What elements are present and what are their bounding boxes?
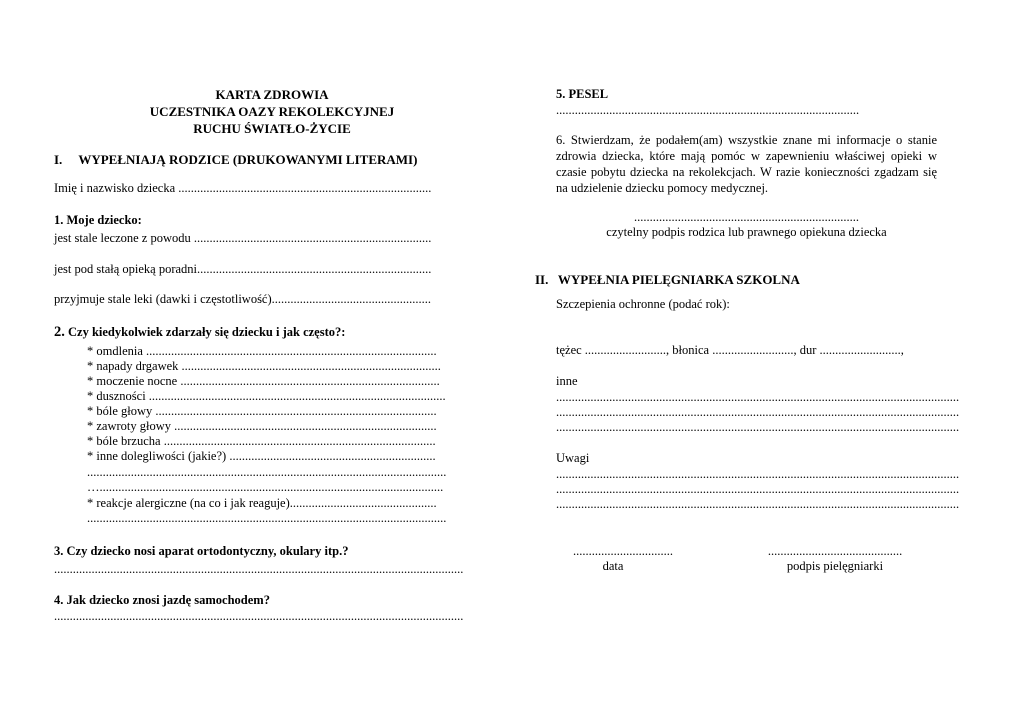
- date-label: data: [602, 559, 624, 573]
- other-label: inne: [556, 374, 578, 388]
- q2-item-bedwetting: * moczenie nocne ...................................................................................: [87, 374, 440, 388]
- section-1-heading: I. WYPEŁNIAJĄ RODZICE (DRUKOWANYMI LITERAMI): [54, 152, 418, 167]
- date-line: ................................: [573, 544, 673, 558]
- q2-heading: [54, 325, 345, 340]
- parent-signature-line: ........................................................................: [634, 210, 859, 224]
- notes-line-1: .................................................................................................................................: [556, 467, 960, 481]
- notes-line-3: .................................................................................................................................: [556, 497, 960, 511]
- q2-item-headache: * bóle głowy ..........................................................................................: [87, 404, 437, 418]
- q2-item-dyspnea: * duszności ...............................................................................................: [87, 389, 446, 403]
- pesel-field: .................................................................................................: [556, 103, 860, 117]
- vaccinations-label: Szczepienia ochronne (podać rok):: [556, 297, 730, 311]
- notes-label: Uwagi: [556, 451, 590, 465]
- vaccinations-line: tężec .........................., błonica .........................., dur ..........................,: [556, 343, 904, 357]
- nurse-signature-label: podpis pielęgniarki: [786, 559, 884, 573]
- other-line-2: .................................................................................................................................: [556, 405, 960, 419]
- q2-item-allergy: * reakcje alergiczne (na co i jak reaguje)...............................................: [87, 496, 437, 510]
- q2-item-stomachache: * bóle brzucha .......................................................................................: [87, 434, 436, 448]
- q2-item-seizures: * napady drgawek ...................................................................................: [87, 359, 441, 373]
- notes-line-2: .................................................................................................................................: [556, 482, 960, 496]
- section-2-heading: II. WYPEŁNIA PIELĘGNIARKA SZKOLNA: [535, 272, 800, 287]
- title-line-2: UCZESTNIKA OAZY REKOLEKCYJNEJ: [149, 104, 395, 119]
- q3-answer-line: ...................................................................................................................................: [54, 562, 464, 576]
- nurse-signature-line: ...........................................: [767, 544, 903, 558]
- other-line-3: .................................................................................................................................: [556, 420, 960, 434]
- q2-item-other: * inne dolegliwości (jakie?) ..................................................................: [87, 449, 436, 463]
- q2-item-dizziness: * zawroty głowy ....................................................................................: [87, 419, 437, 433]
- q4-answer-line: ...................................................................................................................................: [54, 609, 464, 623]
- child-name-field: Imię i nazwisko dziecka .................................................................................: [54, 181, 432, 195]
- q1-medication-line: przyjmuje stale leki (dawki i częstotliwość)...................................................: [54, 292, 432, 306]
- q2-number: 2.: [54, 324, 65, 340]
- q3-heading: 3. Czy dziecko nosi aparat ortodontyczny, okulary itp.?: [54, 544, 349, 558]
- q2-blank-line-2: …..............................................................................................................: [87, 480, 444, 494]
- q2-item-fainting: * omdlenia .............................................................................................: [87, 344, 437, 358]
- q5-heading: 5. PESEL: [556, 87, 609, 101]
- q1-heading: 1. Moje dziecko:: [54, 213, 142, 227]
- q2-blank-line-1: ...................................................................................................................: [87, 465, 447, 479]
- q1-clinic-line: jest pod stałą opieką poradni...........................................................................: [54, 262, 432, 276]
- q4-heading: 4. Jak dziecko znosi jazdę samochodem?: [54, 593, 270, 607]
- other-line-1: .................................................................................................................................: [556, 390, 960, 404]
- q1-treated-line: jest stale leczone z powodu ............................................................................: [54, 231, 432, 245]
- q2-heading-text: Czy kiedykolwiek zdarzały się dziecku i jak często?:: [64, 325, 346, 339]
- title-line-3: RUCHU ŚWIATŁO-ŻYCIE: [193, 121, 351, 136]
- title-line-1: KARTA ZDROWIA: [215, 87, 329, 102]
- parent-signature-label: czytelny podpis rodzica lub prawnego opiekuna dziecka: [606, 225, 887, 239]
- q2-blank-line-3: ...................................................................................................................: [87, 511, 447, 525]
- q6-declaration: 6. Stwierdzam, że podałem(am) wszystkie znane mi informacje o stanie zdrowia dziecka, które mają pomóc w zapewnieniu właściwej opieki w czasie pobytu dziecka na rekolekcjach. W razie konieczności zgadzam się na udzielenie dziecku pomocy medycznej.: [556, 133, 937, 195]
